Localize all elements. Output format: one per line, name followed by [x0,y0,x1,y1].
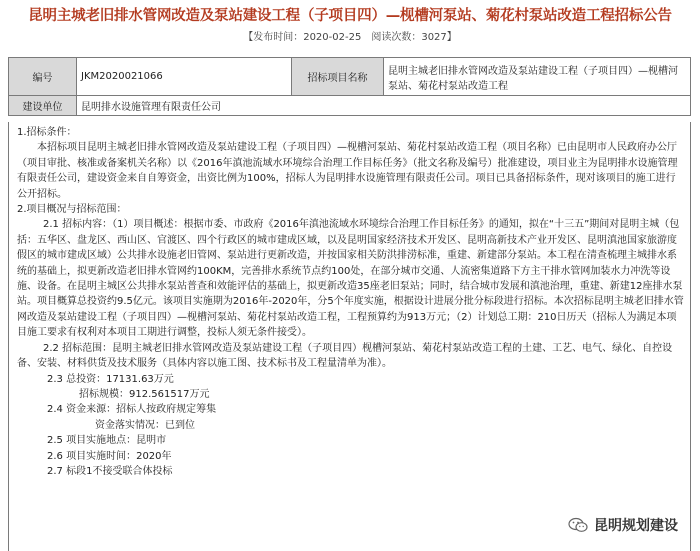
page-title: 昆明主城老旧排水管网改造及泵站建设工程（子项目四）—枧槽河泵站、菊花村泵站改造工程招标公告 [28,8,672,24]
info-row-code [9,58,691,96]
project-name-value: 昆明主城老旧排水管网改造及泵站建设工程（子项目四）—枧槽河泵站、菊花村泵站改造工程 [384,58,691,96]
account-watermark [568,515,678,535]
view-count: 阅读次数：3027】 [371,32,457,43]
section-2-5: 2.5 项目实施地点：昆明市 [47,435,167,447]
code-label: 编号 [9,58,77,96]
section-2-7: 2.7 标段1不接受联合体投标 [47,465,173,477]
section-2-4-status: 资金落实情况：已到位 [95,419,195,431]
meta-line [0,28,700,43]
project-name-label: 招标项目名称 [292,58,384,96]
info-row-unit [9,96,691,116]
publish-time: 【发布时间：2020-02-25 [243,32,362,43]
section-2-4: 2.4 资金来源：招标人按政府规定筹集 [47,404,217,416]
section-2-2: 2.2 招标范围：昆明主城老旧排水管网改造及泵站建设工程（子项目四）枧槽河泵站、菊花村泵站改造工程的土建、工艺、电气、绿化、自控设备、安装、材料供货及技术服务（具体内容以施工图、技术标书及工程量清单为准）。 [17,342,673,370]
unit-value: 昆明排水设施管理有限责任公司 [77,96,691,116]
section-2-6: 2.6 项目实施时间：2020年 [47,450,172,462]
announcement-body [8,122,691,551]
wechat-icon [568,517,588,533]
section-1-paragraph: 本招标项目昆明主城老旧排水管网改造及泵站建设工程（子项目四）—枧槽河泵站、菊花村泵站改造工程（项目名称）已由昆明市人民政府办公厅（项目审批、核准或备案机关名称）以《2016年滇池流域水环境综合治理工作目标任务》（批文名称及编号）批准建设，项目业主为昆明排水设施管理有限责任公司，建设资金来自自筹资金，出资比例为100%，招标人为昆明排水设施管理有限责任公司。项目已具备招标条件，现对该项目的施工进行公开招标。 [17,142,678,200]
watermark-text: 昆明规划建设 [594,518,678,534]
section-2-3-scale: 招标规模：912.561517万元 [79,388,210,400]
section-2-title: 2.项目概况与招标范围： [17,204,127,216]
section-1-title: 1.招标条件： [17,127,77,138]
code-value: JKM2020021066 [77,58,292,96]
info-table [8,57,691,116]
section-2-3: 2.3 总投资：17131.63万元 [47,373,174,385]
section-2-1: 2.1 招标内容：（1）项目概述：根据市委、市政府《2016年滇池流域水环境综合治理工作目标任务》的通知，拟在“十三五”期间对昆明主城（包括：五华区、盘龙区、西山区、官渡区、四个行政区的城市建成区域，以及昆明国家经济技术开发区、昆明高新技术产业开发区、昆明滇池国家旅游度假区的城市建成区域）公共排水设施老旧管网、泵站进行更新改造，并按国家相关防洪排涝标准，重建、新建部分泵站。本工程在清查梳理主城排水系统的基础上，拟更新改造老旧排水管网约100KM，完善排水系统节点约100处，在部分城市交通、人流密集道路下方主干排水管网加装水力冲洗等设施、设备。在昆明主城区公共排水泵站普查和效能评估的基础上，拟更新改造35座老旧泵站；同时，结合城市发展和滇池治理，重建、新建12座排水泵站。项目概算总投资约9.5亿元。该项目实施期为2016年-2020年，分5个年度实施，根据设计进展分批分标段进行招标。本次招标昆明主城老旧排水管网改造及泵站建设工程（子项目四）—枧槽河泵站、菊花村泵站改造工程，工程预算约为913万元；（2）计划总工期：210日历天（招标人为满足本项目施工要求有权利对本项目工期进行调整，投标人须无条件接受）。 [17,219,684,339]
unit-label: 建设单位 [9,96,77,116]
